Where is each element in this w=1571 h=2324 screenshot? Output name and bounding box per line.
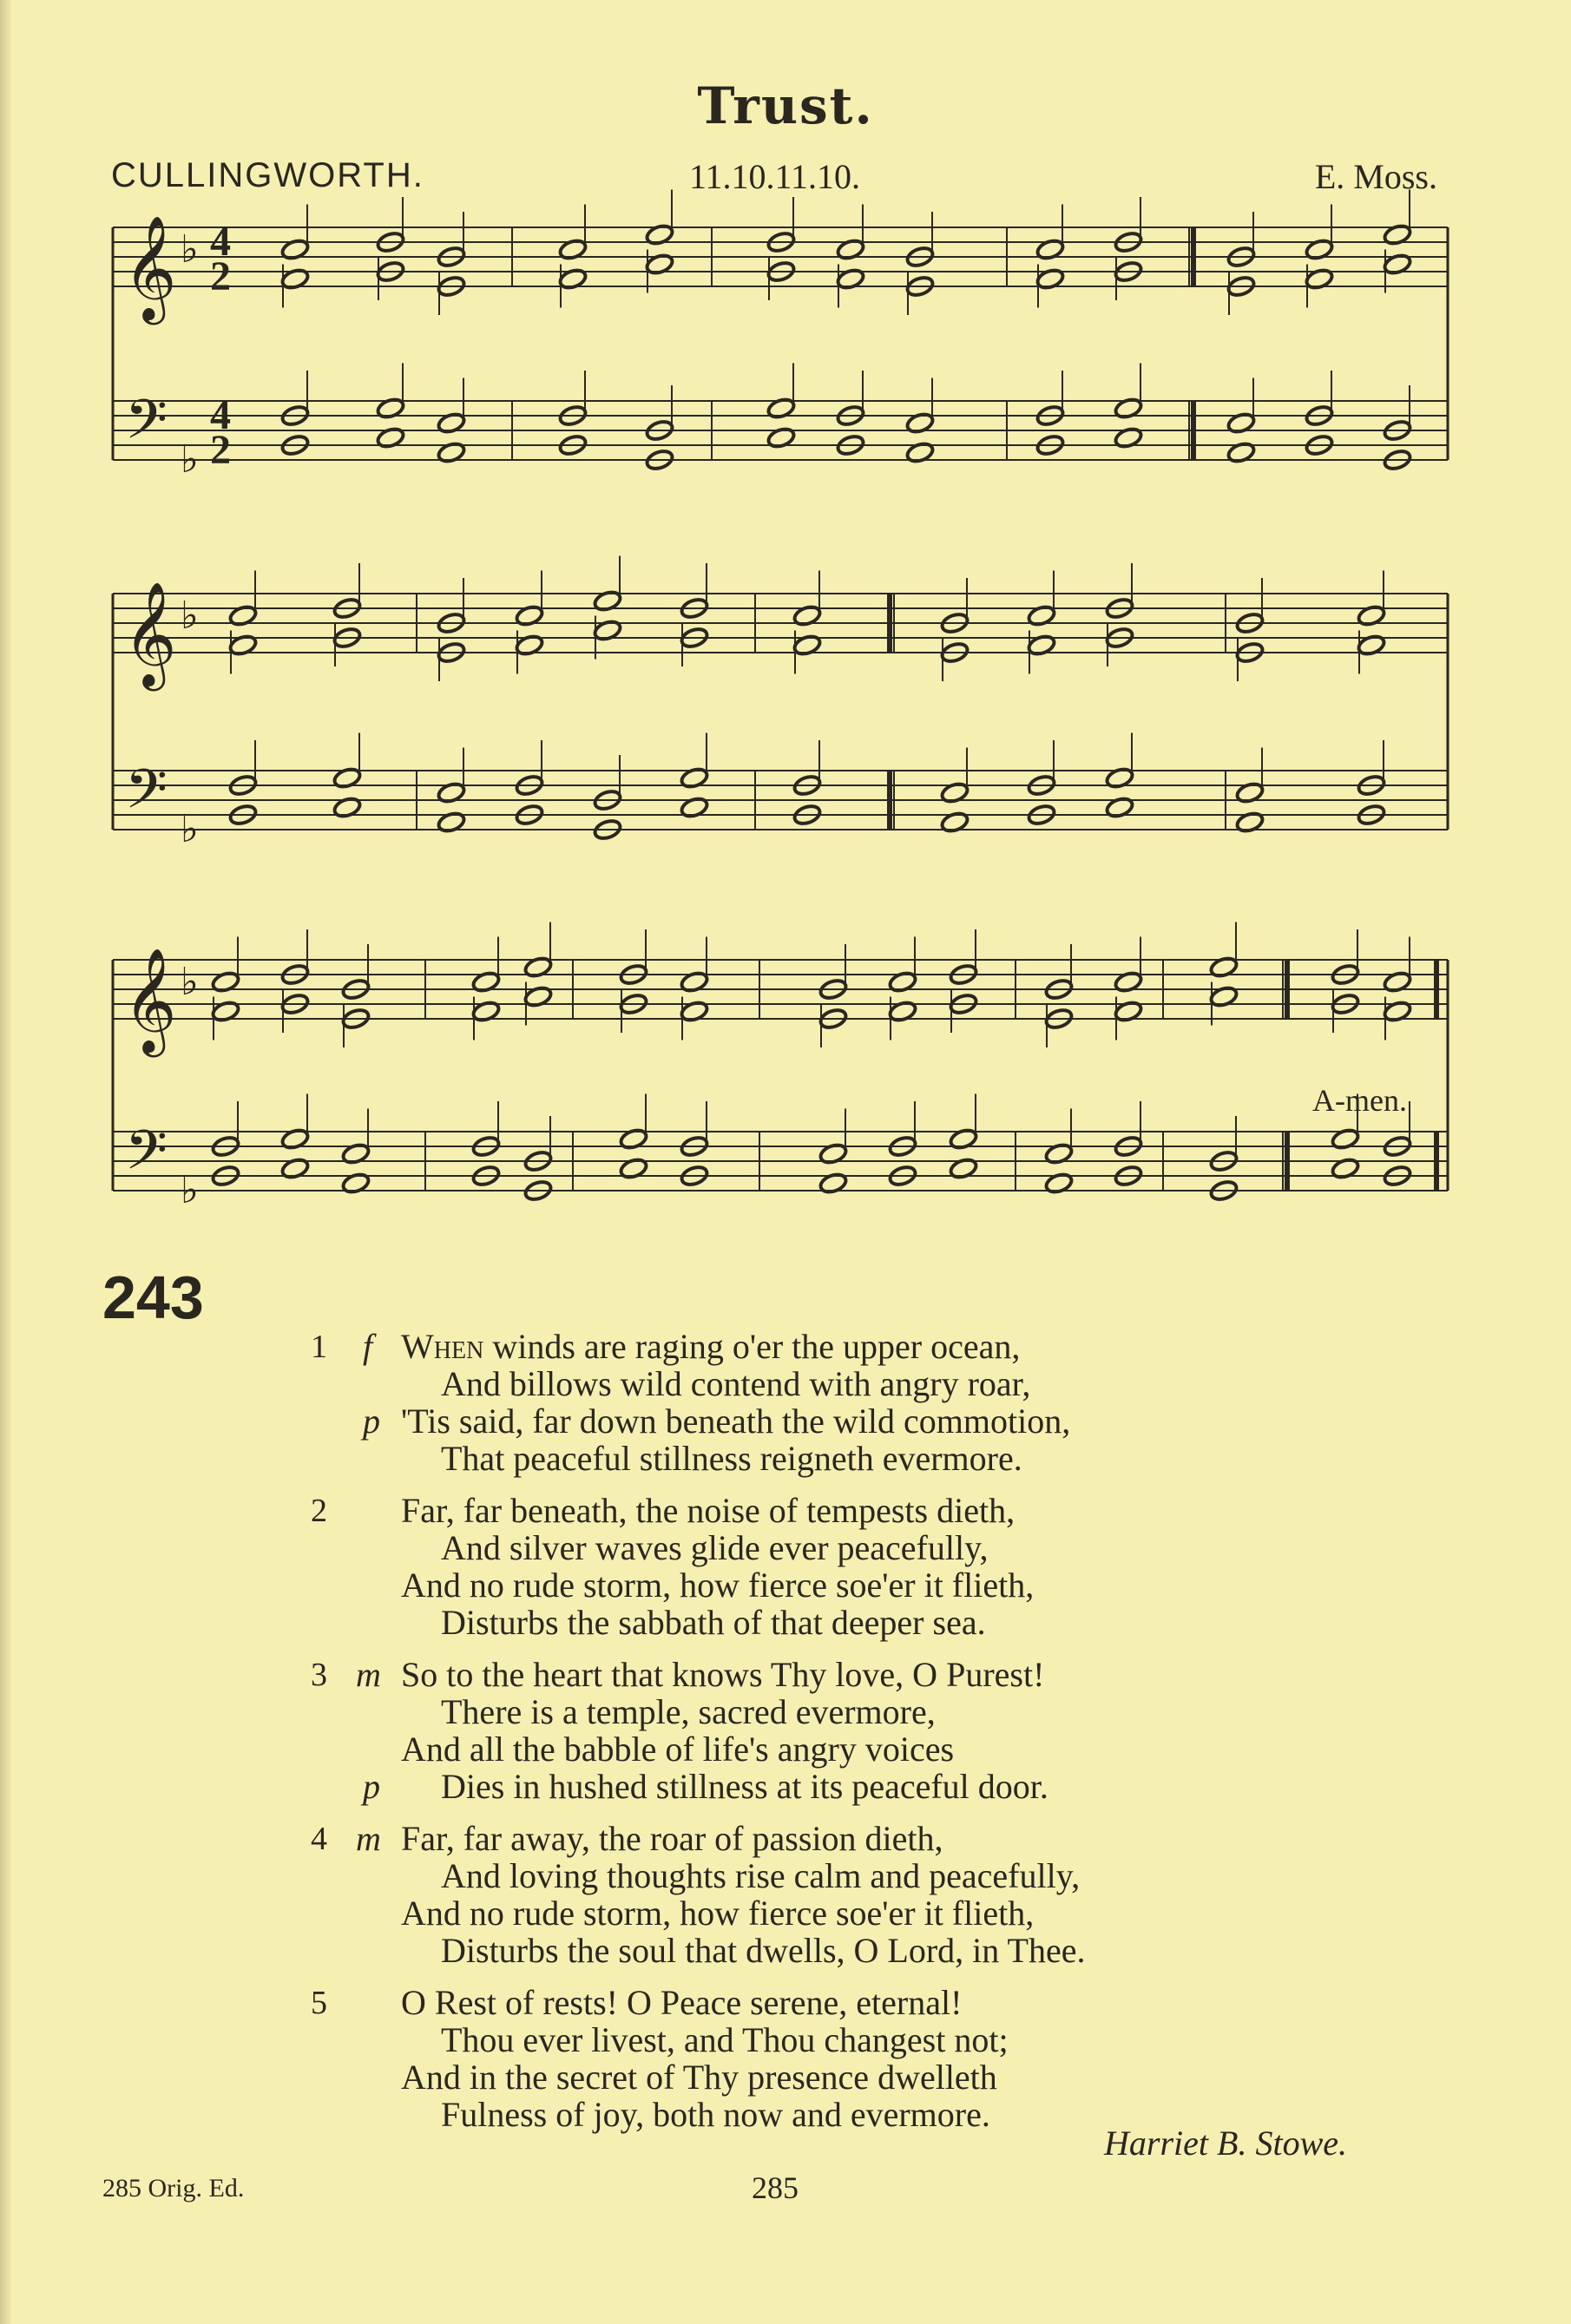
bass-clef: 𝄢 bbox=[125, 387, 168, 464]
verse-line-text: There is a temple, sacred evermore, bbox=[441, 1692, 936, 1731]
treble-note bbox=[792, 604, 822, 627]
double-barline bbox=[1191, 227, 1196, 286]
verse-line-text: That peaceful stillness reigneth evermore. bbox=[441, 1439, 1022, 1478]
treble-note bbox=[593, 619, 622, 642]
hymn-title: Trust. bbox=[697, 76, 874, 135]
verse-line bbox=[401, 1565, 1034, 1605]
double-barline bbox=[1434, 1132, 1439, 1191]
verse-line bbox=[401, 2057, 997, 2098]
verse-number: 5 bbox=[311, 1985, 327, 2021]
bass-note bbox=[680, 766, 709, 790]
bass-note bbox=[818, 1142, 848, 1165]
double-barline bbox=[1285, 960, 1290, 1019]
bass-note bbox=[905, 411, 935, 435]
treble-note bbox=[680, 970, 709, 994]
treble-note bbox=[228, 604, 258, 627]
treble-note bbox=[1114, 1000, 1143, 1023]
verse-line-text: And in the secret of Thy presence dwelleth bbox=[401, 2058, 997, 2097]
treble-note bbox=[1383, 253, 1412, 276]
double-barline bbox=[887, 594, 892, 653]
treble-note bbox=[280, 267, 310, 291]
verse-line-text: And billows wild contend with angry roar, bbox=[441, 1364, 1031, 1403]
verse-line bbox=[401, 1490, 1015, 1531]
verse-line bbox=[401, 1893, 1034, 1933]
double-barline bbox=[1434, 960, 1439, 1019]
bass-note bbox=[332, 796, 362, 819]
treble-clef: 𝄞 bbox=[123, 947, 177, 1053]
verse-line-text: And silver waves glide ever peacefully, bbox=[441, 1528, 989, 1567]
treble-note bbox=[1305, 267, 1334, 291]
time-signature-bottom: 2 bbox=[210, 427, 231, 473]
treble-note bbox=[1209, 985, 1239, 1008]
verse-line bbox=[441, 1527, 989, 1568]
bass-note bbox=[1105, 796, 1134, 819]
bass-note bbox=[1226, 411, 1256, 435]
bass-note bbox=[766, 397, 796, 420]
bass-note bbox=[280, 1127, 310, 1151]
verse-line bbox=[441, 1438, 1022, 1479]
bass-note bbox=[437, 441, 466, 464]
key-signature-flat: ♭ bbox=[181, 1168, 199, 1212]
treble-note bbox=[1027, 634, 1056, 657]
treble-note bbox=[228, 634, 258, 657]
time-signature-bottom: 2 bbox=[210, 253, 231, 299]
verse-line-text: O Rest of rests! O Peace serene, eternal! bbox=[401, 1983, 963, 2022]
treble-note bbox=[645, 253, 674, 276]
original-edition-number: 285 Orig. Ed. bbox=[102, 2174, 245, 2203]
verse-line bbox=[441, 1602, 986, 1643]
bass-clef: 𝄢 bbox=[125, 757, 168, 834]
bass-note bbox=[437, 781, 466, 804]
verse-line-text: winds are raging o'er the upper ocean, bbox=[483, 1327, 1021, 1366]
treble-note bbox=[211, 970, 240, 994]
treble-note bbox=[1357, 634, 1386, 657]
treble-note bbox=[1027, 604, 1056, 627]
verse-line-text: And loving thoughts rise calm and peacefully, bbox=[441, 1856, 1081, 1895]
time-signature-top: 4 bbox=[210, 392, 231, 438]
treble-note bbox=[680, 1000, 709, 1023]
dynamic-marking: p bbox=[363, 1767, 380, 1806]
treble-note bbox=[1383, 223, 1412, 246]
key-signature-flat: ♭ bbox=[181, 807, 199, 851]
treble-note bbox=[523, 985, 553, 1008]
treble-note bbox=[645, 223, 674, 246]
treble-note bbox=[558, 267, 588, 291]
double-barline bbox=[1285, 1132, 1290, 1191]
dynamic-marking: m bbox=[356, 1655, 381, 1694]
verse-line-text: And all the babble of life's angry voices bbox=[401, 1730, 955, 1769]
bass-note bbox=[1044, 1142, 1074, 1165]
dynamic-marking: p bbox=[363, 1402, 380, 1441]
page-number: 285 bbox=[752, 2170, 799, 2205]
verse-line bbox=[401, 1818, 943, 1859]
verse-line bbox=[401, 1729, 954, 1769]
bass-note bbox=[1235, 811, 1265, 834]
verse-line bbox=[401, 1326, 1020, 1367]
verse-line bbox=[401, 1654, 1044, 1695]
verse-line-text: Thou ever livest, and Thou changest not; bbox=[441, 2020, 1009, 2059]
bass-note bbox=[949, 1157, 978, 1180]
treble-note bbox=[280, 238, 310, 261]
time-signature-top: 4 bbox=[210, 219, 231, 265]
verse-line bbox=[441, 2094, 990, 2135]
bass-note bbox=[1235, 781, 1265, 804]
bass-note bbox=[1114, 426, 1143, 450]
tune-name: CULLINGWORTH. bbox=[111, 156, 424, 194]
bass-note bbox=[1114, 397, 1143, 420]
treble-note bbox=[515, 634, 544, 657]
double-barline bbox=[1191, 401, 1196, 460]
verse-line bbox=[401, 1401, 1070, 1441]
author: Harriet B. Stowe. bbox=[1104, 2124, 1347, 2163]
bass-note bbox=[1105, 766, 1134, 790]
bass-note bbox=[949, 1127, 978, 1151]
verse-line-text: And no rude storm, how fierce soe'er it flieth, bbox=[401, 1894, 1035, 1933]
key-signature-flat: ♭ bbox=[181, 437, 199, 482]
hymn-number: 243 bbox=[102, 1264, 204, 1331]
treble-note bbox=[1383, 1000, 1412, 1023]
treble-note bbox=[836, 238, 865, 261]
verse-line-text: So to the heart that knows Thy love, O Purest! bbox=[401, 1655, 1045, 1694]
verse-number: 2 bbox=[311, 1493, 327, 1529]
bass-note bbox=[680, 796, 709, 819]
treble-clef: 𝄞 bbox=[123, 214, 177, 320]
treble-note bbox=[1209, 955, 1239, 979]
treble-clef: 𝄞 bbox=[123, 581, 177, 686]
verse-line-text: Dies in hushed stillness at its peaceful door. bbox=[441, 1767, 1048, 1806]
bass-note bbox=[940, 781, 970, 804]
bass-note bbox=[1226, 441, 1256, 464]
key-signature-flat: ♭ bbox=[181, 960, 199, 1004]
verse-line bbox=[401, 1982, 962, 2023]
bass-note bbox=[437, 811, 466, 834]
treble-note bbox=[1383, 970, 1412, 994]
treble-note bbox=[593, 589, 622, 613]
verse-line bbox=[441, 1363, 1030, 1404]
bass-note bbox=[905, 441, 935, 464]
bass-note bbox=[437, 411, 466, 435]
dynamic-marking: f bbox=[363, 1327, 373, 1366]
bass-note bbox=[341, 1142, 371, 1165]
treble-note bbox=[792, 634, 822, 657]
bass-note bbox=[341, 1172, 371, 1195]
verse-line bbox=[441, 1855, 1080, 1896]
treble-note bbox=[523, 955, 553, 979]
treble-note bbox=[888, 1000, 917, 1023]
verse-line bbox=[441, 1930, 1086, 1971]
bass-note bbox=[619, 1127, 648, 1151]
treble-note bbox=[211, 1000, 240, 1023]
bass-note bbox=[1044, 1172, 1074, 1195]
verse-line bbox=[441, 2019, 1009, 2060]
verse-line-text: Far, far away, the roar of passion dieth, bbox=[401, 1819, 943, 1858]
verse-line bbox=[441, 1691, 936, 1732]
key-signature-flat: ♭ bbox=[181, 227, 199, 272]
first-word: When bbox=[401, 1327, 484, 1366]
treble-note bbox=[515, 604, 544, 627]
bass-clef: 𝄢 bbox=[125, 1118, 168, 1195]
meter: 11.10.11.10. bbox=[689, 157, 861, 196]
bass-note bbox=[619, 1157, 648, 1180]
bass-note bbox=[376, 397, 405, 420]
verse-line-text: 'Tis said, far down beneath the wild commotion, bbox=[401, 1402, 1071, 1441]
treble-note bbox=[888, 970, 917, 994]
treble-note bbox=[1305, 238, 1334, 261]
bass-note bbox=[818, 1172, 848, 1195]
key-signature-flat: ♭ bbox=[181, 594, 199, 638]
bass-note bbox=[766, 426, 796, 450]
treble-note bbox=[471, 1000, 501, 1023]
amen-text: A-men. bbox=[1312, 1083, 1407, 1118]
verse-line-text: Disturbs the sabbath of that deeper sea. bbox=[441, 1603, 986, 1642]
treble-note bbox=[836, 267, 865, 291]
verse-line-text: Disturbs the soul that dwells, O Lord, in Thee. bbox=[441, 1931, 1086, 1970]
verse-line-text: Far, far beneath, the noise of tempests dieth, bbox=[401, 1491, 1016, 1530]
dynamic-marking: m bbox=[356, 1819, 381, 1858]
double-barline bbox=[887, 771, 892, 830]
verse-number: 1 bbox=[311, 1329, 327, 1365]
treble-note bbox=[1035, 238, 1065, 261]
bass-note bbox=[376, 426, 405, 450]
bass-note bbox=[332, 766, 362, 790]
treble-note bbox=[1114, 970, 1143, 994]
verse-number: 4 bbox=[311, 1821, 327, 1857]
bass-note bbox=[1331, 1127, 1360, 1151]
bass-note bbox=[1331, 1157, 1360, 1180]
verse-number: 3 bbox=[311, 1657, 327, 1693]
treble-note bbox=[471, 970, 501, 994]
composer: E. Moss. bbox=[1314, 157, 1437, 196]
verse-line bbox=[441, 1766, 1048, 1807]
bass-note bbox=[940, 811, 970, 834]
verse-line-text: Fulness of joy, both now and evermore. bbox=[441, 2095, 990, 2134]
bass-note bbox=[280, 1157, 310, 1180]
verse-line-text: And no rude storm, how fierce soe'er it flieth, bbox=[401, 1566, 1035, 1605]
treble-note bbox=[1357, 604, 1386, 627]
treble-note bbox=[558, 238, 588, 261]
treble-note bbox=[1035, 267, 1065, 291]
